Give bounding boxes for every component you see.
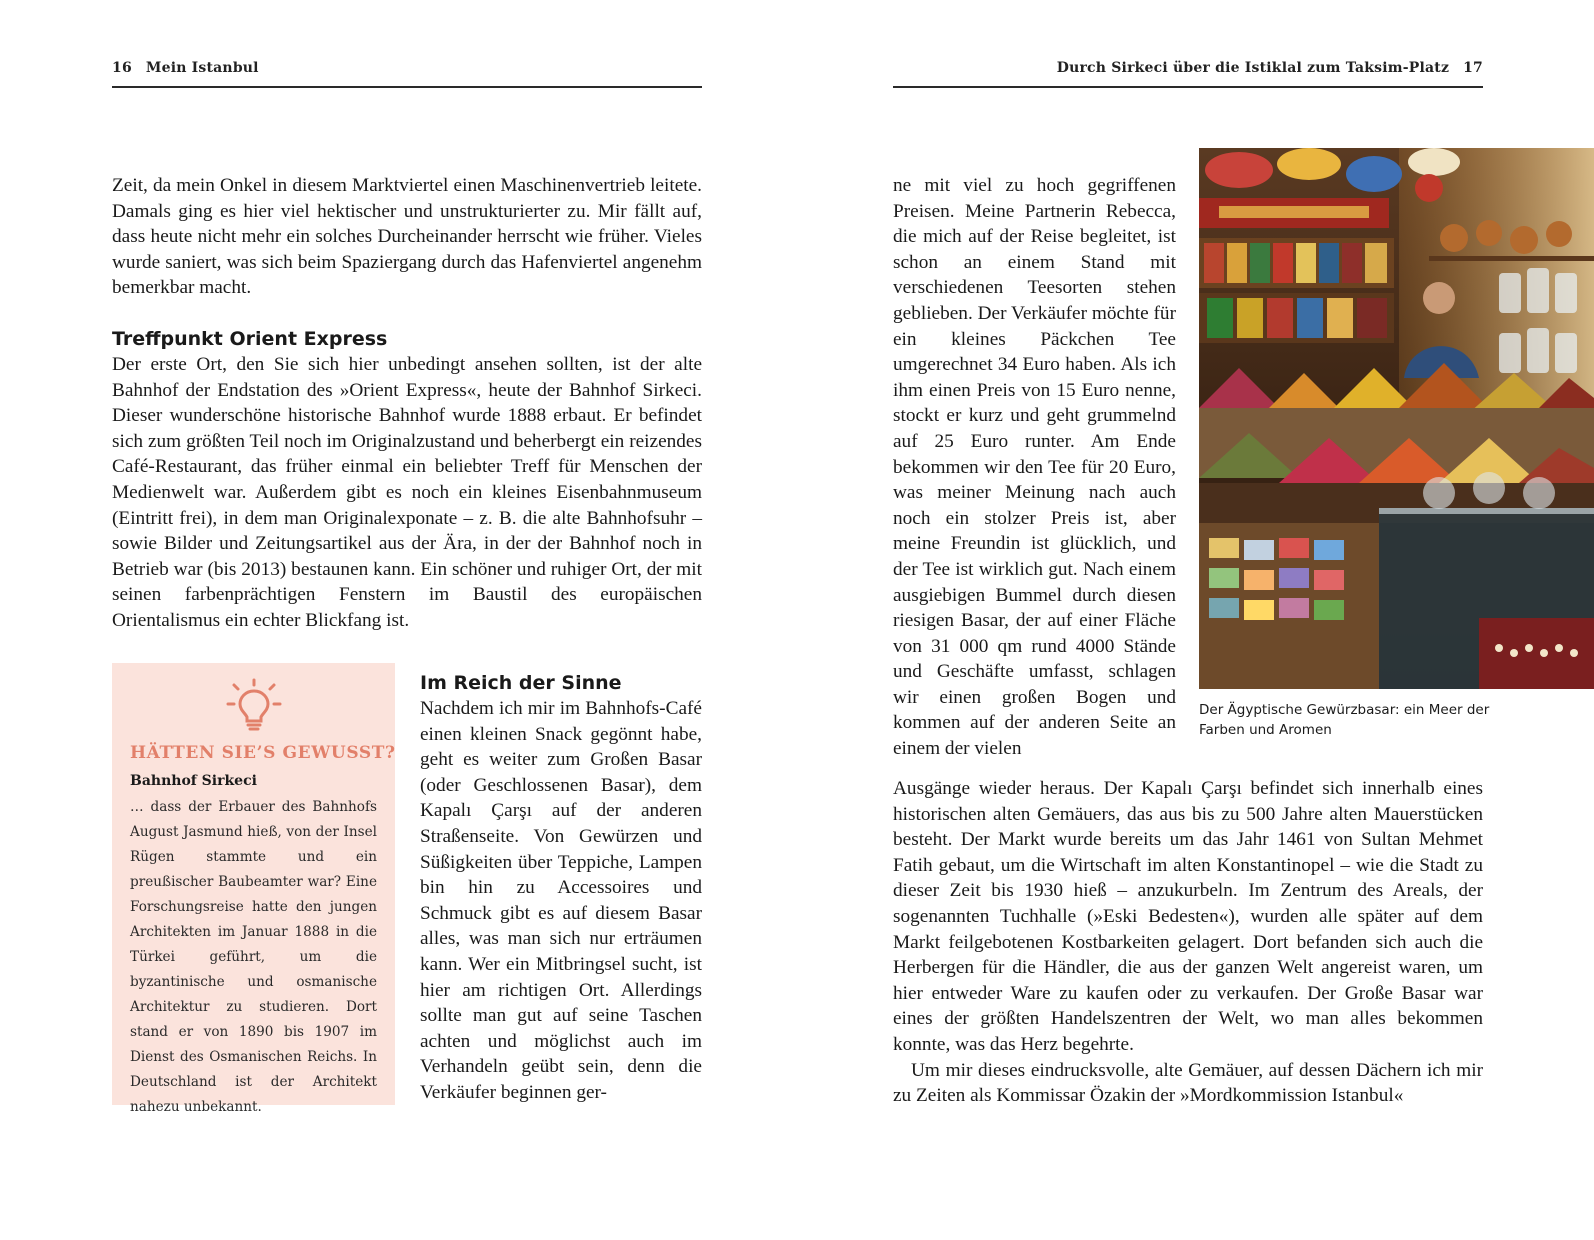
right-running-title: Durch Sirkeci über die Istiklal zum Taksim-Platz — [1056, 60, 1450, 76]
left-page-number: 16 — [112, 60, 132, 76]
left-running-title: Mein Istanbul — [145, 60, 259, 76]
spice-bazaar-photo — [1199, 148, 1594, 689]
infobox-title: HÄTTEN SIE’S GEWUSST? — [130, 743, 396, 763]
left-running-head — [112, 60, 259, 76]
bazaar-narrow-paragraph: ne mit viel zu hoch gegriffenen Preisen. Meine Partnerin Rebecca, die mich auf der Reise begleitet, ist schon an einem Stand mit verschiedenen Teesorten stehen geblieben. Der Verkäufer möchte für ein kleines Päckchen Tee umgerechnet 34 Euro haben. Als ich ihm einen Preis von 15 Euro nenne, stockt er kurz und geht grummelnd auf 25 Euro runter. Am Ende bekommen wir den Tee für 20 Euro, was meiner Meinung nach auch noch ein stolzer Preis ist, aber meine Freundin ist glücklich, und der Tee ist wirklich gut. Nach einem ausgiebigen Bummel durch diesen riesigen Basar, der auf einer Fläche von 31 000 qm rund 4000 Stände und Geschäfte umfasst, schlagen wir einen großen Bogen und kommen auf der anderen Seite an einem der vielen — [893, 175, 1176, 760]
right-page-wide-column — [893, 776, 1483, 1109]
left-header-rule — [112, 86, 702, 88]
photo-caption: Der Ägyptische Gewürzbasar: ein Meer der Farben und Aromen — [1199, 702, 1490, 738]
infobox-text: … dass der Erbauer des Bahnhofs August Jasmund hieß, von der Insel Rügen stammte und ein preußischer Baubeamter war? Eine Forschungsreise hatte den jungen Architekten im Januar 1888 in die Türkei geführt, um die byzantinische und osmanische Architektur zu studieren. Dort stand er von 1890 bis 1907 im Dienst des Osmanischen Reichs. In Deutschland ist der Architekt nahezu unbekannt. — [130, 799, 377, 1115]
did-you-know-box — [112, 663, 396, 1115]
right-running-head — [1057, 60, 1483, 76]
right-page-narrow-column — [893, 173, 1176, 762]
section-heading-orient-express: Treffpunkt Orient Express — [112, 327, 388, 350]
infobox-subtitle: Bahnhof Sirkeci — [130, 773, 257, 789]
bazaar-closing-paragraph: Um mir dieses eindrucksvolle, alte Gemäuer, auf dessen Dächern ich mir zu Zeiten als Kommissar Özakin der »Mordkommission Istanbul« — [893, 1059, 1483, 1107]
lightbulb-icon — [224, 677, 284, 737]
left-page-side-column — [420, 670, 702, 1106]
reich-der-sinne-paragraph: Nachdem ich mir im Bahnhofs-Café einen kleinen Snack gegönnt habe, geht es weiter zum Großen Basar (oder Geschlossenen Basar), dem Kapalı Çarşı auf der anderen Straßenseite. Von Gewürzen und Süßigkeiten über Teppiche, Lampen bin hin zu Accessoires und Schmuck gibt es auf diesem Basar alles, was man sich nur erträumen kann. Wer ein Mitbringsel sucht, ist hier am richtigen Ort. Allerdings sollte man gut auf seine Taschen achten und möglichst auch im Verhandeln geübt sein, denn die Verkäufer beginnen ger- — [420, 698, 702, 1103]
right-page-number: 17 — [1463, 60, 1483, 76]
section-heading-reich-der-sinne: Im Reich der Sinne — [420, 672, 622, 694]
bazaar-history-paragraph: Ausgänge wieder heraus. Der Kapalı Çarşı befindet sich innerhalb eines historischen alten Gemäuers, das aus bis zu 500 Jahre alten Mauerstücken besteht. Der Markt wurde bereits um das Jahr 1461 von Sultan Mehmet Fatih gebaut, um die Wirtschaft im alten Konstantinopel – wie die Stadt zu dieser Zeit bis 1930 hieß – anzukurbeln. Im Zentrum des Areals, der sogenannten Tuchhalle (»Eski Bedesten«), wurden alle später auf dem Markt feilgebotenen Kostbarkeiten gelagert. Dort befanden sich auch die Herbergen für die Händler, die aus der ganzen Welt angereist waren, um hier entweder Ware zu kaufen oder zu verkaufen. Der Große Basar war eines der größten Handelszentren der Welt, wo man alles bekommen konnte, was das Herz begehrte. — [893, 778, 1483, 1055]
orient-express-paragraph: Der erste Ort, den Sie sich hier unbedingt ansehen sollten, ist der alte Bahnhof der Endstation des »Orient Express«, heute der Bahnhof Sirkeci. Dieser wunderschöne historische Bahnhof wurde 1888 erbaut. Er befindet sich zum größten Teil noch im Originalzustand und beherbergt ein reizendes Café-Restaurant, das früher einmal ein beliebter Treff für Menschen der Medienwelt war. Außerdem gibt es noch ein kleines Eisenbahnmuseum (Eintritt frei), in dem man Originalexponate – z. B. die alte Bahnhofsuhr – sowie Bilder und Zeitungsartikel aus der Ära, in der der Bahnhof noch in Betrieb war (bis 2013) bestaunen kann. Ein schöner und ruhiger Ort, der mit seinen farbenprächtigen Fenstern im Baustil des europäischen Orientalismus ein echter Blickfang ist. — [112, 353, 702, 631]
intro-paragraph: Zeit, da mein Onkel in diesem Marktviertel einen Maschinenvertrieb leitete. Damals ging es hier viel hektischer und unstrukturierter zu. Mir fällt auf, dass heute nicht mehr ein solches Durcheinander herrscht wie früher. Vieles wurde saniert, was sich beim Spaziergang durch das Hafenviertel angenehm bemerkbar macht. — [112, 175, 702, 299]
left-page-main-column — [112, 173, 702, 634]
right-header-rule — [893, 86, 1483, 88]
